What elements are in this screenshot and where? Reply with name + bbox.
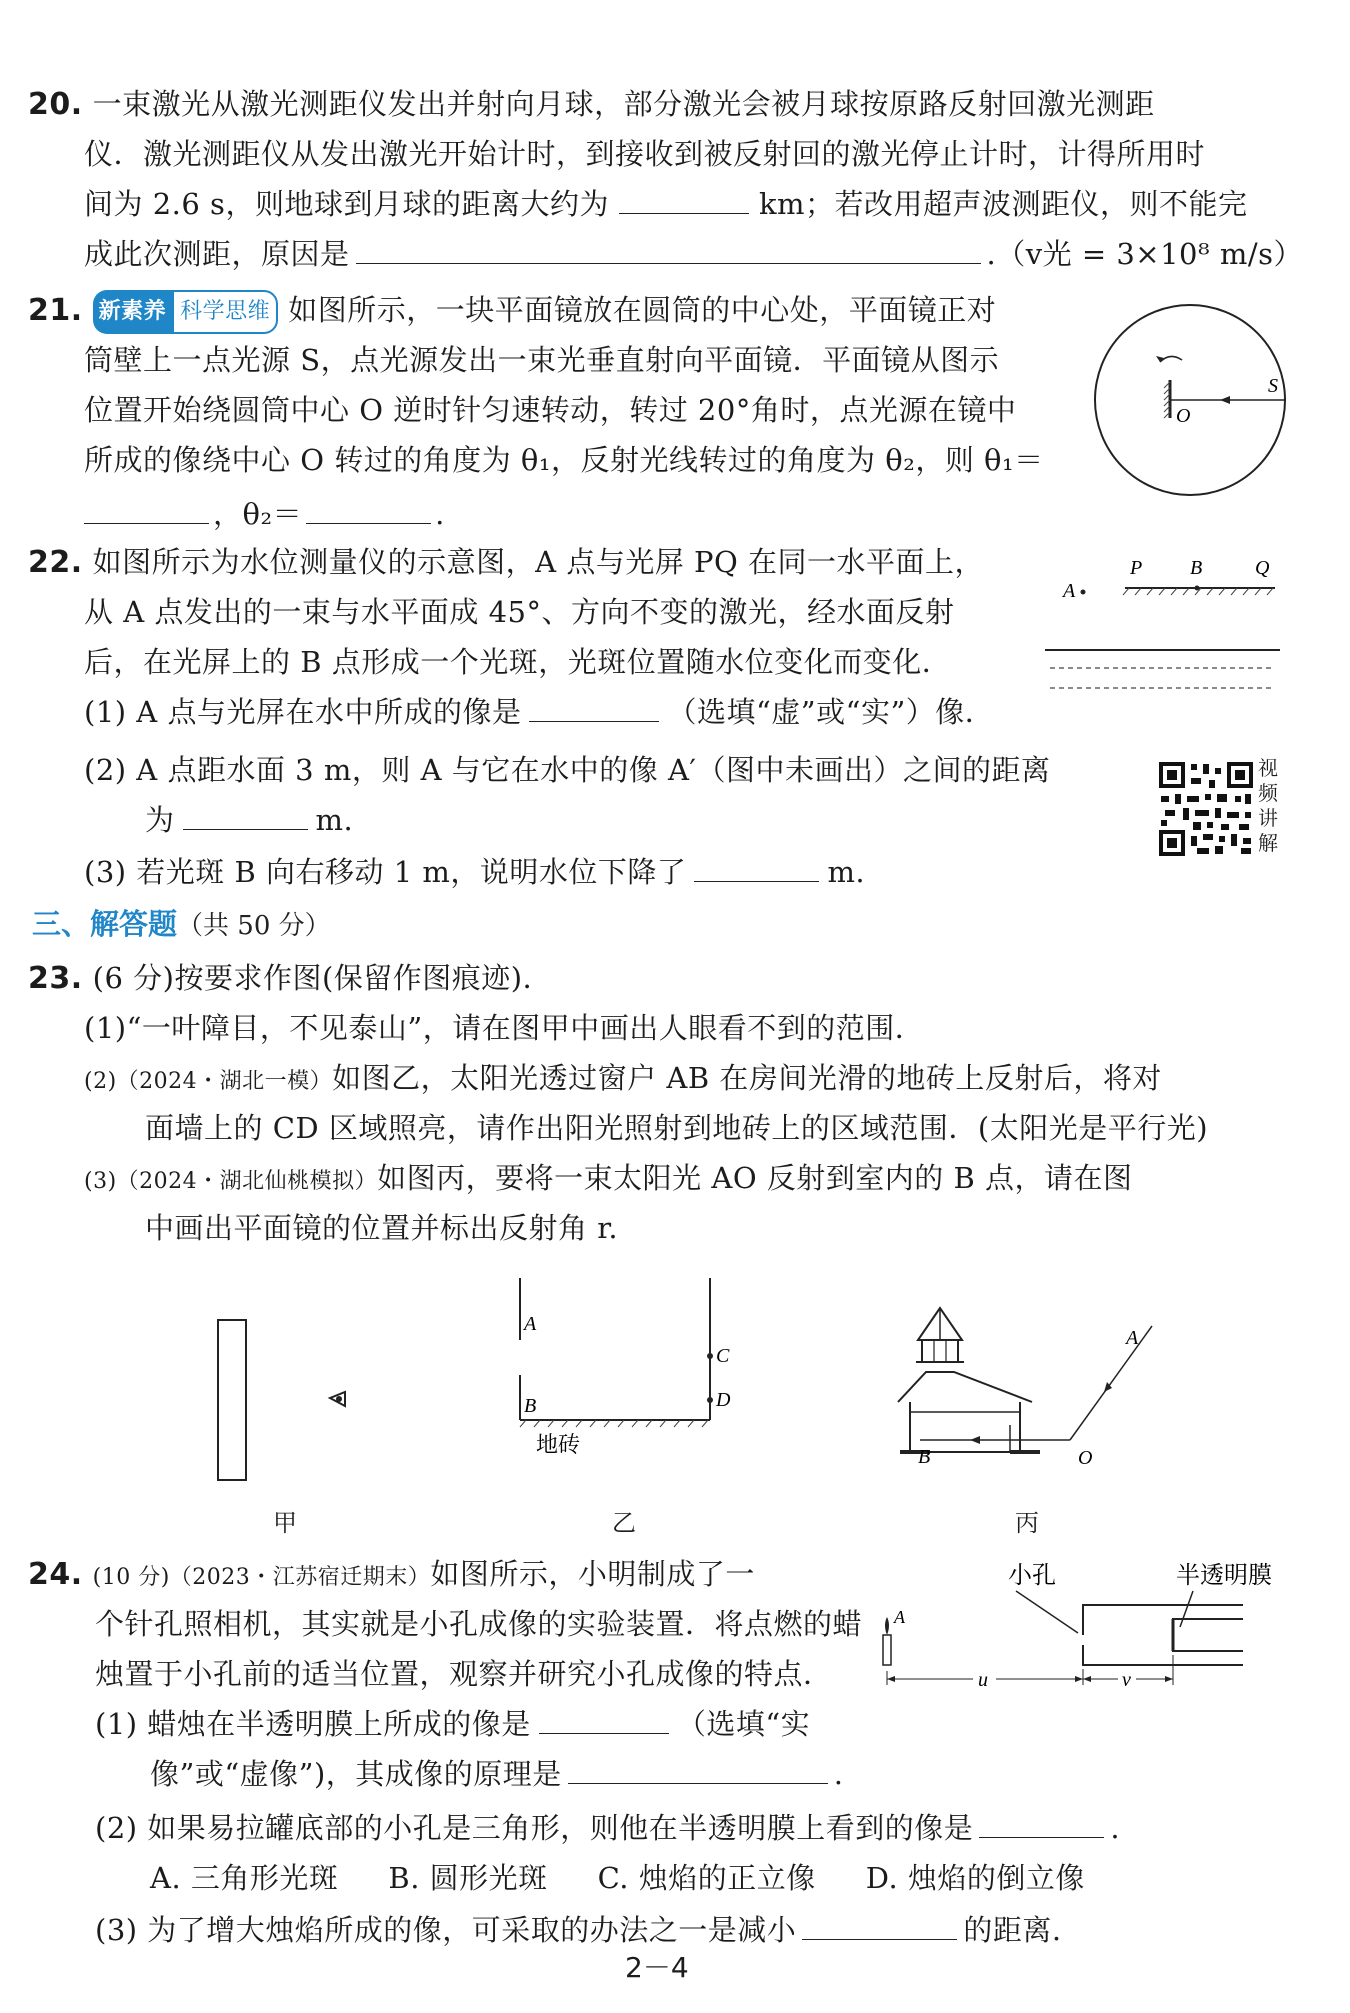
figure-label-A: A	[524, 1313, 537, 1335]
figure-label-Q: Q	[1255, 557, 1270, 579]
q24-number: 24.	[28, 1557, 83, 1592]
q22-blank-image-type[interactable]	[529, 693, 659, 722]
figure-label-A: A	[1126, 1327, 1139, 1349]
q22-part1: (1) A 点与光屏在水中所成的像是 （选填“虚”或“实”）像．	[84, 695, 995, 729]
q24-line3: 烛置于小孔前的适当位置，观察并研究小孔成像的特点．	[95, 1657, 833, 1691]
q22-line1: 22. 如图所示为水位测量仪的示意图，A 点与光屏 PQ 在同一水平面上，	[28, 545, 985, 580]
q24-options	[150, 1858, 1135, 1898]
q21-blank-theta2[interactable]	[306, 495, 431, 524]
q24-part2: (2) 如果易拉罐底部的小孔是三角形，则他在半透明膜上看到的像是 .	[95, 1811, 1121, 1845]
q21-line2: 筒壁上一点光源 S，点光源发出一束光垂直射向平面镜．平面镜从图示	[84, 343, 1000, 377]
qr-code-icon[interactable]	[1157, 760, 1255, 858]
q24-blank-shape[interactable]	[979, 1809, 1104, 1838]
q22-part2-cont: 为 m.	[145, 803, 354, 837]
option-d[interactable]: D. 烛焰的倒立像	[865, 1861, 1085, 1895]
q23-part1: (1)“一叶障目，不见泰山”，请在图甲中画出人眼看不到的范围．	[84, 1011, 925, 1045]
q21-line5: ，θ₂＝ .	[84, 494, 445, 534]
q24-line2: 个针孔照相机，其实就是小孔成像的实验装置．将点燃的蜡	[95, 1607, 863, 1641]
q22-water-level-figure	[1045, 550, 1285, 700]
option-c[interactable]: C. 烛焰的正立像	[597, 1861, 816, 1895]
q21-line3: 位置开始绕圆筒中心 O 逆时针匀速转动，转过 20°角时，点光源在镜中	[84, 393, 1017, 427]
q20-number: 20.	[28, 87, 83, 122]
figure-label-B: B	[524, 1395, 537, 1417]
section-heading: 三、解答题（共 50 分）	[32, 907, 331, 941]
q24-blank-image-type[interactable]	[539, 1705, 669, 1734]
q23-number: 23.	[28, 961, 83, 996]
q20-text: 一束激光从激光测距仪发出并射向月球，部分激光会被月球按原路反射回激光测距	[92, 87, 1155, 121]
pinhole-label: 小孔	[1008, 1561, 1056, 1589]
label-u: u	[978, 1669, 988, 1691]
film-label: 半透明膜	[1176, 1561, 1272, 1589]
option-b[interactable]: B. 圆形光斑	[388, 1861, 548, 1895]
qr-label: 视频讲解	[1258, 756, 1278, 855]
q21-blank-theta1[interactable]	[84, 495, 209, 524]
caption-bing: 丙	[1015, 1509, 1039, 1537]
q20-blank-distance[interactable]	[619, 185, 749, 214]
q22-number: 22.	[28, 545, 83, 580]
label-v: v	[1122, 1669, 1131, 1691]
q22-part3: (3) 若光斑 B 向右移动 1 m，说明水位下降了 m.	[84, 855, 866, 889]
option-a[interactable]: A. 三角形光斑	[150, 1861, 339, 1895]
figure-label-O: O	[1176, 405, 1191, 427]
floor-label: 地砖	[536, 1433, 581, 1458]
q23-part3: (3)（2024・湖北仙桃模拟）如图丙，要将一束太阳光 AO 反射到室内的 B 点，请在图	[84, 1161, 1133, 1195]
q24-part1: (1) 蜡烛在半透明膜上所成的像是 （选填“实	[95, 1707, 811, 1741]
q24-blank-distance[interactable]	[802, 1911, 957, 1940]
q21-number: 21.	[28, 293, 83, 328]
q22-part2: (2) A 点距水面 3 m，则 A 与它在水中的像 A′（图中未画出）之间的距离	[84, 753, 1051, 787]
q23-part2: (2)（2024・湖北一模）如图乙，太阳光透过窗户 AB 在房间光滑的地砖上反射后，将对	[84, 1061, 1162, 1095]
q20-blank-reason[interactable]	[356, 235, 981, 264]
figure-label-S: S	[1268, 375, 1278, 397]
eye-icon	[330, 1392, 345, 1406]
q24-part3: (3) 为了增大烛焰所成的像，可采取的办法之一是减小 的距离.	[95, 1913, 1062, 1947]
figure-label-O: O	[1078, 1447, 1093, 1469]
figure-label-D: D	[716, 1389, 731, 1411]
q23-part3-cont: 中画出平面镜的位置并标出反射角 r.	[145, 1211, 619, 1245]
q21-line4: 所成的像绕中心 O 转过的角度为 θ₁，反射光线转过的角度为 θ₂，则 θ₁＝	[84, 443, 1044, 477]
q21-line1: 21. 新素养 科学思维 如图所示，一块平面镜放在圆筒的中心处，平面镜正对	[28, 290, 996, 334]
figure-label-P: P	[1130, 557, 1143, 579]
q22-blank-distance[interactable]	[183, 801, 308, 830]
figure-label-B: B	[1190, 557, 1203, 579]
q20-line2: 仪．激光测距仪从发出激光开始计时，到接收到被反射回的激光停止计时，计得所用时	[84, 137, 1206, 171]
q20-line1	[28, 84, 1155, 125]
q23-line1: 23. (6 分)按要求作图(保留作图痕迹)．	[28, 961, 553, 996]
q23-part2-cont: 面墙上的 CD 区域照亮，请作出阳光照射到地砖上的区域范围．(太阳光是平行光)	[145, 1111, 1209, 1145]
literacy-badge: 新素养 科学思维	[93, 290, 279, 334]
q20-line4: 成此次测距，原因是 .（v光 = 3×10⁸ m/s）	[84, 237, 1303, 271]
q22-blank-water-drop[interactable]	[694, 853, 819, 882]
q21-cylinder-figure	[1090, 300, 1290, 500]
figure-label-A: A	[894, 1607, 905, 1627]
caption-jia: 甲	[273, 1509, 297, 1537]
q24-line1: 24. (10 分)（2023・江苏宿迁期末）如图所示，小明制成了一	[28, 1557, 755, 1592]
page-number: 2－4	[625, 1951, 689, 1984]
q23-figure-jia	[200, 1310, 360, 1490]
figure-label-A: A	[1063, 580, 1076, 602]
q24-part1-cont: 像”或“虚像”)，其成像的原理是 .	[150, 1757, 844, 1791]
q23-figure-yi	[500, 1270, 730, 1480]
q24-pinhole-figure	[878, 1555, 1272, 1695]
figure-label-C: C	[716, 1345, 730, 1367]
q22-line2: 从 A 点发出的一束与水平面成 45°、方向不变的激光，经水面反射	[84, 595, 955, 629]
q23-figure-bing	[890, 1300, 1170, 1485]
q20-line3: 间为 2.6 s，则地球到月球的距离大约为 km；若改用超声波测距仪，则不能完	[84, 187, 1248, 221]
q24-blank-principle[interactable]	[568, 1755, 828, 1784]
figure-label-B: B	[918, 1446, 931, 1468]
q22-line3: 后，在光屏上的 B 点形成一个光斑，光斑位置随水位变化而变化．	[84, 645, 952, 679]
caption-yi: 乙	[612, 1509, 636, 1537]
